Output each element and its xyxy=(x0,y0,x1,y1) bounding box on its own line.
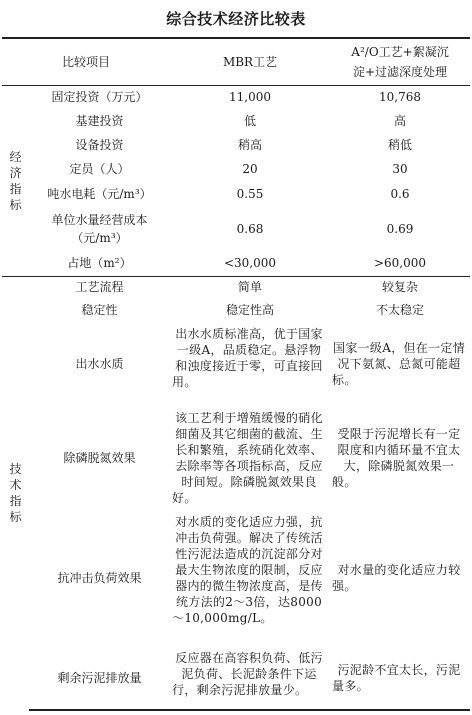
row-item-line1: 单位水量经营成本 xyxy=(51,213,148,227)
row-item: 设备投资 xyxy=(75,138,124,152)
row-a2o: 30 xyxy=(392,162,408,176)
group-char: 济 xyxy=(9,165,22,180)
table-row xyxy=(2,85,470,109)
group-label-technical xyxy=(2,276,29,710)
row-item xyxy=(29,207,170,251)
table-row xyxy=(2,276,470,298)
row-a2o-text: 污泥龄不宜太长，污泥量多。 xyxy=(332,662,461,693)
row-item: 出水水质 xyxy=(75,357,124,371)
row-mbr: 简单 xyxy=(170,276,330,298)
header-mbr: MBR工艺 xyxy=(170,38,330,85)
row-a2o-text: 对水量的变化适应力较强。 xyxy=(332,563,461,593)
row-mbr: 11,000 xyxy=(229,90,272,105)
table-title: 综合技术经济比较表 xyxy=(166,10,306,28)
row-a2o xyxy=(330,646,470,710)
group-char: 标 xyxy=(9,510,22,525)
row-a2o: 10,768 xyxy=(379,90,422,105)
row-a2o: 不太稳定 xyxy=(376,303,425,317)
row-mbr-text: 出水水质标准高，优于国家一级A，品质稳定。悬浮物和浊度接近于零，可直接回用。 xyxy=(172,327,323,389)
group-char: 标 xyxy=(9,197,22,212)
row-a2o: 稍低 xyxy=(388,138,413,152)
group-char: 技 xyxy=(9,462,22,477)
row-a2o-text: 国家一级A，但在一定情况下氨氮、总氮可能超标。 xyxy=(332,341,465,387)
row-a2o: 较复杂 xyxy=(330,276,470,298)
table-row xyxy=(2,322,470,406)
table-row xyxy=(2,109,470,133)
table-row xyxy=(2,406,470,510)
row-a2o-text: 受限于污泥增长有一定限度和内循环量不宜太大，除磷脱氮效果一般。 xyxy=(332,427,461,489)
group-char: 经 xyxy=(9,149,22,164)
row-mbr-text: 反应器在高容积负荷、低污泥负荷、长泥龄条件下运行，剩余污泥排放量少。 xyxy=(172,651,323,697)
row-mbr: 稳定性高 xyxy=(226,303,275,317)
row-item: 抗冲击负荷效果 xyxy=(57,571,142,585)
table-row xyxy=(2,181,470,207)
row-mbr-text: 对水质的变化适应力强，抗冲击负荷强。解决了传统活性污泥法造成的沉淀部分对最大生物浓度的限制，反应器内的微生物浓度高，是传统方法的2～3倍，达8000～10,000mg/L。 xyxy=(172,515,323,625)
row-a2o: 高 xyxy=(394,114,407,128)
row-item: 剩余污泥排放量 xyxy=(29,646,170,710)
row-mbr: 20 xyxy=(242,162,258,176)
table-row xyxy=(2,298,470,322)
header-a2o-line2: 淀+过滤深度处理 xyxy=(352,64,448,79)
row-mbr: 稍高 xyxy=(238,138,263,152)
header-item: 比较项目 xyxy=(2,38,170,85)
group-label-economic xyxy=(2,85,29,276)
row-mbr: 低 xyxy=(244,114,257,128)
row-item: 基建投资 xyxy=(75,114,124,128)
row-item: 除磷脱氮效果 xyxy=(63,451,136,465)
row-mbr xyxy=(170,322,330,406)
comparison-table xyxy=(2,37,470,711)
row-mbr: 0.55 xyxy=(236,187,264,201)
header-a2o xyxy=(330,38,470,85)
row-a2o xyxy=(330,406,470,510)
row-a2o xyxy=(330,322,470,406)
row-mbr xyxy=(170,406,330,510)
row-item: 定员（人） xyxy=(69,162,130,176)
group-char: 术 xyxy=(9,478,22,493)
row-mbr xyxy=(170,510,330,646)
row-item: 稳定性 xyxy=(81,303,118,317)
header-row xyxy=(2,38,470,85)
row-item: 占地（m²） xyxy=(67,256,132,271)
table-row xyxy=(2,133,470,157)
row-a2o xyxy=(330,510,470,646)
row-mbr: <30,000 xyxy=(223,256,277,271)
table-row xyxy=(2,251,470,276)
row-item: 固定投资（万元） xyxy=(51,90,148,105)
header-a2o-line1: A²/O工艺+絮凝沉 xyxy=(351,44,449,59)
row-mbr: 0.68 xyxy=(236,222,264,236)
table-row xyxy=(2,157,470,181)
row-item: 工艺流程 xyxy=(29,276,170,298)
table-row xyxy=(2,510,470,646)
group-char: 指 xyxy=(9,494,22,509)
group-char: 指 xyxy=(9,181,22,196)
row-a2o: 0.69 xyxy=(386,222,414,236)
table-row xyxy=(2,646,470,710)
row-item: 吨水电耗（元/m³） xyxy=(47,187,152,201)
row-mbr xyxy=(170,646,330,710)
row-a2o: 0.6 xyxy=(390,187,410,201)
row-item-line2: （元/m³） xyxy=(71,231,128,245)
table-row xyxy=(2,207,470,251)
row-mbr-text: 该工艺利于增殖缓慢的硝化细菌及其它细菌的截流、生长和繁殖，系统硝化效率、去除率等各项指标高，反应时间短。除磷脱氮效果良好。 xyxy=(172,411,323,505)
row-a2o: >60,000 xyxy=(373,256,427,271)
